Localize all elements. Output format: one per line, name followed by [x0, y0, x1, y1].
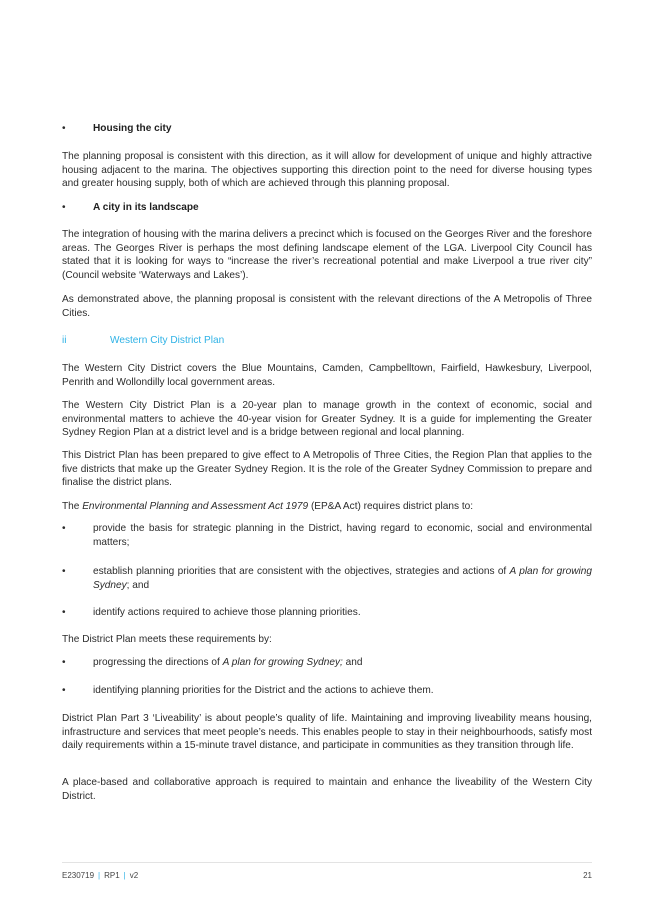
- paragraph-district-plan: The Western City District Plan is a 20-year plan to manage growth in the context of economic, social and environmental matters to achieve the 40-year vision for Greater Sydney. It is a guide for implementing the Greater Sydney Region Plan at a district level and is a bridge between regional and local planning.: [62, 400, 592, 439]
- meets-text: identifying planning priorities for the District and the actions to achieve them.: [93, 685, 434, 696]
- footer-report: RP1: [104, 871, 120, 880]
- plan-title: A plan for growing Sydney: [93, 566, 593, 591]
- document-page: [62, 0, 592, 924]
- paragraph-landscape: The integration of housing with the marina delivers a precinct which is focused on the Georges River and the foreshore areas. The Georges River is perhaps the most defining landscape element of the LGA. Liverpool City Council has stated that it is looking for ways to “increase the river’s recreational potential and make Liverpool a true river city” (Council website ‘Waterways and Lakes’).: [62, 229, 592, 281]
- footer-separator: |: [123, 871, 126, 880]
- section-heading: [62, 334, 592, 348]
- requirement-text: provide the basis for strategic planning in the District, having regard to economic, social and environmental matters;: [93, 523, 592, 548]
- paragraph-place-based: A place-based and collaborative approach is required to maintain and enhance the liveability of the Western City District.: [62, 777, 592, 802]
- footer-divider: [62, 862, 592, 863]
- heading-housing-the-city: Housing the city: [93, 123, 172, 134]
- plan-title: A plan for growing Sydney;: [222, 657, 343, 668]
- requirement-text: identify actions required to achieve those planning priorities.: [93, 607, 361, 618]
- bullet-dot: •: [62, 657, 66, 668]
- requirement-text-end: ; and: [126, 579, 150, 591]
- meets-text-start: progressing the directions of: [93, 657, 223, 668]
- act-suffix: (EP&A Act) requires district plans to:: [308, 501, 474, 512]
- paragraph-act: [62, 500, 592, 514]
- act-prefix: The: [62, 501, 83, 512]
- paragraph-part3-liveability: District Plan Part 3 ‘Liveability’ is about people’s quality of life. Maintaining and improving liveability means housing, infrastructure and services that meet people’s needs. This enables people to stay in their neighbourhoods, satisfy most daily requirements within a 15-minute travel distance, and participate in communities as they transition through life.: [62, 713, 592, 752]
- page-number: 21: [583, 871, 592, 880]
- paragraph-housing: The planning proposal is consistent with this direction, as it will allow for development of unique and highly attractive housing adjacent to the marina. The objectives supporting this direction point to the need for diverse housing types and greater housing supply, both of which are achieved through this planning proposal.: [62, 151, 592, 190]
- bullet-dot: •: [62, 123, 66, 134]
- act-name: Environmental Planning and Assessment Act 1979: [82, 501, 309, 512]
- paragraph-meets: The District Plan meets these requirements by:: [62, 634, 272, 645]
- paragraph-demonstrated: As demonstrated above, the planning proposal is consistent with the relevant directions of the A Metropolis of Three Cities.: [62, 294, 592, 319]
- paragraph-district-covers: The Western City District covers the Blue Mountains, Camden, Campbelltown, Fairfield, Hawkesbury, Liverpool, Penrith and Wollondilly local government areas.: [62, 363, 592, 388]
- bullet-dot: •: [62, 566, 66, 577]
- bullet-dot: •: [62, 607, 66, 618]
- footer-version: v2: [129, 871, 139, 880]
- requirement-text: [93, 565, 592, 592]
- bullet-dot: •: [62, 202, 66, 213]
- footer-doc-reference: [62, 871, 138, 880]
- requirement-text-start: establish planning priorities that are consistent with the objectives, strategies and actions of: [93, 566, 510, 577]
- section-title: Western City District Plan: [110, 335, 225, 346]
- section-number: ii: [62, 335, 67, 346]
- meets-text-end: and: [342, 657, 363, 668]
- paragraph-prepared: This District Plan has been prepared to give effect to A Metropolis of Three Cities, the Region Plan that applies to the five districts that make up the Greater Sydney Region. It is the role of the Greater Sydney Commission to prepare and finalise the district plans.: [62, 450, 592, 489]
- bullet-dot: •: [62, 685, 66, 696]
- heading-city-in-landscape: A city in its landscape: [93, 202, 199, 213]
- footer-separator: |: [98, 871, 101, 880]
- bullet-dot: •: [62, 523, 66, 534]
- meets-text: [93, 656, 592, 670]
- footer-doc-id: E230719: [62, 871, 95, 880]
